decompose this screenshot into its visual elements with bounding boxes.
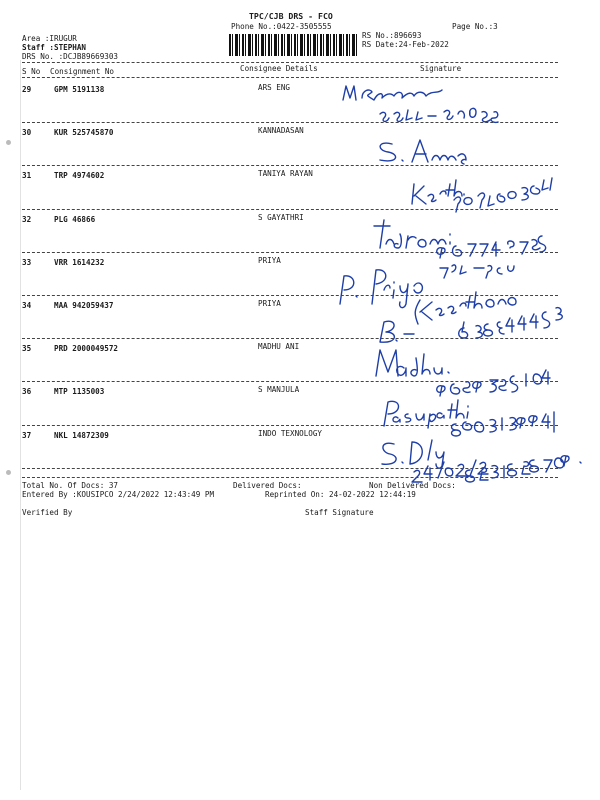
non-delivered-docs: Non Delivered Docs: <box>369 481 456 490</box>
row-consignment: PLG 46866 <box>54 214 96 224</box>
column-signature: Signature <box>420 64 462 73</box>
row-consignment: MTP 1135003 <box>54 387 105 397</box>
row-consignee: TANIYA RAYAN <box>258 169 313 179</box>
signature-stroke <box>382 440 444 468</box>
row-consignment: MAA 942059437 <box>54 300 114 310</box>
signature-stroke <box>454 178 552 212</box>
signature-stroke <box>374 220 450 248</box>
row-consignment: KUR 525745870 <box>54 128 114 138</box>
row-sno: 37 <box>22 430 32 440</box>
phone-number: Phone No.:0422-3505555 <box>231 22 332 31</box>
column-consignment: Consignment No <box>50 67 115 76</box>
row-consignment: NKL 14872309 <box>54 430 109 440</box>
row-consignment: VRR 1614232 <box>54 257 105 267</box>
row-consignment: TRP 4974602 <box>54 171 105 181</box>
row-consignee: S GAYATHRI <box>258 212 304 222</box>
row-consignee: PRIYA <box>258 298 281 308</box>
row-consignee: ARS ENG <box>258 83 291 92</box>
staff-signature-label: Staff Signature <box>305 508 374 517</box>
row-consignee: INDO TEXNOLOGY <box>258 428 323 438</box>
row-sno: 31 <box>22 171 32 181</box>
signature-stroke <box>437 370 550 396</box>
rs-date: RS Date:24-Feb-2022 <box>362 40 449 49</box>
entered-by: Entered By :KOUSIPCO 2/24/2022 12:43:49 PM <box>22 490 215 499</box>
page-number: Page No.:3 <box>452 22 498 31</box>
row-consignee: S MANJULA <box>258 385 300 395</box>
row-sno: 33 <box>22 257 32 267</box>
area-label: Area :IRUGUR <box>22 34 77 43</box>
staff-label: Staff :STEPHAN <box>22 43 87 52</box>
footer-divider <box>22 477 558 478</box>
row-sno: 36 <box>22 387 32 397</box>
signature-stroke <box>412 460 488 482</box>
column-consignee: Consignee Details <box>240 64 318 73</box>
row-consignee: KANNADASAN <box>258 126 304 136</box>
rs-number: RS No.:896693 <box>362 31 422 40</box>
reprinted-on: Reprinted On: 24-02-2022 12:44:19 <box>265 490 416 499</box>
delivered-docs: Delivered Docs: <box>233 481 302 490</box>
signature-stroke <box>459 308 563 338</box>
signature-stroke <box>380 108 498 122</box>
row-sno: 30 <box>22 128 32 138</box>
row-consignment: GPM 5191138 <box>54 85 105 94</box>
signature-stroke <box>376 350 449 376</box>
signature-stroke <box>440 265 514 278</box>
signature-stroke <box>343 86 442 100</box>
document-title: TPC/CJB DRS - FCO <box>249 11 333 21</box>
signature-stroke <box>340 270 422 308</box>
drs-number: DRS No. :DCJB89669303 <box>22 52 119 61</box>
row-sno: 32 <box>22 214 32 224</box>
signature-stroke <box>380 292 516 342</box>
column-sno: S No <box>22 67 41 76</box>
row-consignee: PRIYA <box>258 255 281 265</box>
row-sno: 34 <box>22 300 32 310</box>
row-sno: 35 <box>22 344 32 354</box>
row-consignment: PRD 2000049572 <box>54 344 119 354</box>
verified-by-label: Verified By <box>22 508 73 517</box>
signature-stroke <box>412 180 464 204</box>
total-docs: Total No. Of Docs: 37 <box>22 481 119 490</box>
row-consignee: MADHU ANI <box>258 342 300 352</box>
signature-stroke <box>380 140 466 164</box>
row-sno: 29 <box>22 85 32 94</box>
signature-stroke <box>437 236 546 258</box>
